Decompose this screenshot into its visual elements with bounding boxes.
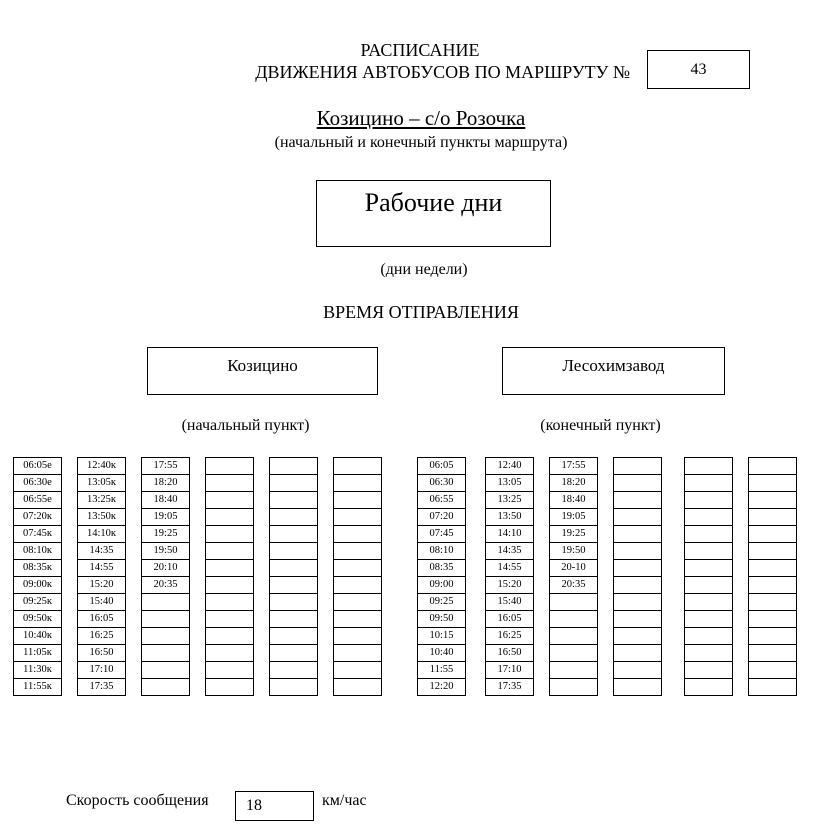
end-time-cell: 09:00 [417,576,466,594]
start-time-cell [205,542,254,560]
end-time-cell: 14:10 [485,525,534,543]
schedule-title: РАСПИСАНИЕ [360,40,480,60]
end-time-cell [748,542,797,560]
end-time-cell: 06:30 [417,474,466,492]
end-time-cell [684,457,733,475]
end-time-cell [748,678,797,696]
start-time-cell: 12:40к [77,457,126,475]
start-time-cell: 13:50к [77,508,126,526]
end-time-cell [684,542,733,560]
end-time-cell [684,508,733,526]
start-time-cell [141,644,190,662]
end-time-cell [684,644,733,662]
end-time-cell [613,593,662,611]
end-time-cell [613,474,662,492]
end-time-cell [613,542,662,560]
start-time-cell [333,559,382,577]
end-column [613,457,662,695]
start-time-cell: 08:10к [13,542,62,560]
end-time-cell [613,661,662,679]
start-column [77,457,126,695]
end-time-cell [748,559,797,577]
end-time-cell: 09:50 [417,610,466,628]
end-time-cell [549,661,598,679]
start-time-cell: 15:20 [77,576,126,594]
start-time-cell: 15:40 [77,593,126,611]
end-time-cell: 08:35 [417,559,466,577]
start-time-cell: 16:05 [77,610,126,628]
start-time-cell: 16:50 [77,644,126,662]
end-time-cell [684,610,733,628]
route-endpoints-caption: (начальный и конечный пункты маршрута) [274,134,568,151]
end-time-cell: 15:20 [485,576,534,594]
speed-value-box: 18 [235,791,314,821]
start-time-cell [269,593,318,611]
end-time-cell: 13:50 [485,508,534,526]
start-time-cell [269,457,318,475]
end-time-cell: 16:25 [485,627,534,645]
start-point-box: Козицино [147,347,378,395]
end-time-cell: 17:10 [485,661,534,679]
start-column [141,457,190,695]
end-time-cell [549,627,598,645]
start-time-cell: 11:55к [13,678,62,696]
start-time-cell: 06:05е [13,457,62,475]
end-time-cell: 18:20 [549,474,598,492]
end-time-cell [748,661,797,679]
end-time-cell: 16:50 [485,644,534,662]
start-time-cell [333,678,382,696]
end-time-cell [748,508,797,526]
start-time-cell: 14:55 [77,559,126,577]
start-time-cell [269,559,318,577]
end-time-cell [748,525,797,543]
end-time-cell: 20:35 [549,576,598,594]
end-time-cell: 13:05 [485,474,534,492]
end-column [485,457,534,695]
end-time-cell [613,457,662,475]
end-time-cell [613,610,662,628]
start-time-cell: 20:10 [141,559,190,577]
end-time-cell [613,491,662,509]
start-time-cell: 19:05 [141,508,190,526]
end-point-box: Лесохимзавод [502,347,725,395]
start-time-cell: 19:25 [141,525,190,543]
start-time-cell [205,661,254,679]
end-time-cell: 08:10 [417,542,466,560]
end-time-cell [748,457,797,475]
start-time-cell: 09:50к [13,610,62,628]
start-time-cell [141,627,190,645]
start-time-cell [141,610,190,628]
start-time-cell [205,474,254,492]
start-point-caption: (начальный пункт) [181,417,310,434]
end-time-cell [613,644,662,662]
start-time-cell [269,474,318,492]
end-time-cell: 14:35 [485,542,534,560]
start-time-cell [205,627,254,645]
start-time-cell: 18:40 [141,491,190,509]
days-box: Рабочие дни [316,180,551,247]
start-time-cell: 06:30е [13,474,62,492]
end-time-cell: 10:40 [417,644,466,662]
end-time-cell: 09:25 [417,593,466,611]
start-time-cell [269,542,318,560]
end-time-cell [613,627,662,645]
start-column [333,457,382,695]
end-time-cell [549,678,598,696]
speed-unit: км/час [322,792,367,809]
schedule-subtitle: ДВИЖЕНИЯ АВТОБУСОВ ПО МАРШРУТУ № [255,62,630,82]
end-time-cell [684,576,733,594]
start-time-cell [333,457,382,475]
start-time-cell: 11:30к [13,661,62,679]
start-time-cell: 09:25к [13,593,62,611]
start-time-cell: 17:10 [77,661,126,679]
end-time-cell: 19:05 [549,508,598,526]
start-time-cell [269,525,318,543]
end-time-cell: 07:20 [417,508,466,526]
end-time-cell: 06:55 [417,491,466,509]
start-time-cell [205,491,254,509]
end-time-cell: 19:50 [549,542,598,560]
start-time-cell [205,678,254,696]
end-column [417,457,466,695]
start-time-cell: 19:50 [141,542,190,560]
end-point-caption: (конечный пункт) [540,417,661,434]
start-time-cell [333,644,382,662]
end-time-cell [748,627,797,645]
end-time-cell [613,508,662,526]
start-time-cell: 07:20к [13,508,62,526]
end-time-cell [684,678,733,696]
start-time-cell [333,508,382,526]
end-time-cell [684,474,733,492]
start-column [269,457,318,695]
end-time-cell [549,593,598,611]
end-time-cell [684,559,733,577]
end-time-cell [549,610,598,628]
end-time-cell: 15:40 [485,593,534,611]
end-time-cell: 10:15 [417,627,466,645]
end-time-cell [748,593,797,611]
end-time-cell [748,576,797,594]
start-time-cell: 13:05к [77,474,126,492]
start-time-cell [141,678,190,696]
end-time-cell: 20-10 [549,559,598,577]
start-time-cell [269,661,318,679]
start-time-cell: 13:25к [77,491,126,509]
route-number-box: 43 [647,50,750,89]
start-time-cell [205,457,254,475]
start-time-cell [205,508,254,526]
start-time-cell [333,542,382,560]
end-time-cell [613,678,662,696]
end-time-cell [549,644,598,662]
start-time-cell: 11:05к [13,644,62,662]
start-time-cell [333,491,382,509]
start-time-cell [269,644,318,662]
end-time-cell [613,576,662,594]
end-time-cell [684,491,733,509]
start-time-cell [269,508,318,526]
start-time-cell: 14:35 [77,542,126,560]
start-time-cell [333,576,382,594]
start-time-cell: 09:00к [13,576,62,594]
end-time-cell [748,491,797,509]
route-endpoints: Козицино – с/о Розочка [316,106,526,130]
end-column [748,457,797,695]
start-time-cell [205,559,254,577]
start-time-cell: 14:10к [77,525,126,543]
end-time-cell [684,627,733,645]
start-time-cell: 16:25 [77,627,126,645]
end-time-cell: 16:05 [485,610,534,628]
start-time-cell: 18:20 [141,474,190,492]
end-time-cell [684,593,733,611]
end-time-cell: 14:55 [485,559,534,577]
end-column [684,457,733,695]
start-time-cell [141,593,190,611]
start-time-cell [205,525,254,543]
end-time-cell: 18:40 [549,491,598,509]
end-time-cell: 11:55 [417,661,466,679]
end-time-cell [613,559,662,577]
end-time-cell [684,525,733,543]
end-time-cell [613,525,662,543]
end-time-cell [748,644,797,662]
start-time-cell [333,627,382,645]
end-time-cell: 06:05 [417,457,466,475]
start-time-cell [333,661,382,679]
start-time-cell [269,491,318,509]
end-time-cell: 12:20 [417,678,466,696]
start-time-cell [205,644,254,662]
days-caption: (дни недели) [380,261,468,278]
start-time-cell [269,678,318,696]
start-time-cell [269,576,318,594]
start-time-cell [141,661,190,679]
end-time-cell [748,474,797,492]
end-time-cell [684,661,733,679]
end-time-cell [748,610,797,628]
end-column [549,457,598,695]
start-time-cell [333,610,382,628]
start-time-cell: 17:35 [77,678,126,696]
start-time-cell: 17:55 [141,457,190,475]
start-time-cell [205,610,254,628]
start-time-cell: 20:35 [141,576,190,594]
start-time-cell: 07:45к [13,525,62,543]
end-time-cell: 17:35 [485,678,534,696]
start-column [205,457,254,695]
start-time-cell [333,474,382,492]
start-time-cell [205,593,254,611]
departure-title: ВРЕМЯ ОТПРАВЛЕНИЯ [323,302,519,322]
start-time-cell [269,610,318,628]
start-time-cell [269,627,318,645]
end-time-cell: 12:40 [485,457,534,475]
end-time-cell: 07:45 [417,525,466,543]
end-time-cell: 13:25 [485,491,534,509]
start-time-cell [205,576,254,594]
start-time-cell: 10:40к [13,627,62,645]
start-column [13,457,62,695]
start-time-cell: 08:35к [13,559,62,577]
speed-label: Скорость сообщения [66,792,209,809]
end-time-cell: 17:55 [549,457,598,475]
end-time-cell: 19:25 [549,525,598,543]
start-time-cell: 06:55е [13,491,62,509]
start-time-cell [333,525,382,543]
start-time-cell [333,593,382,611]
